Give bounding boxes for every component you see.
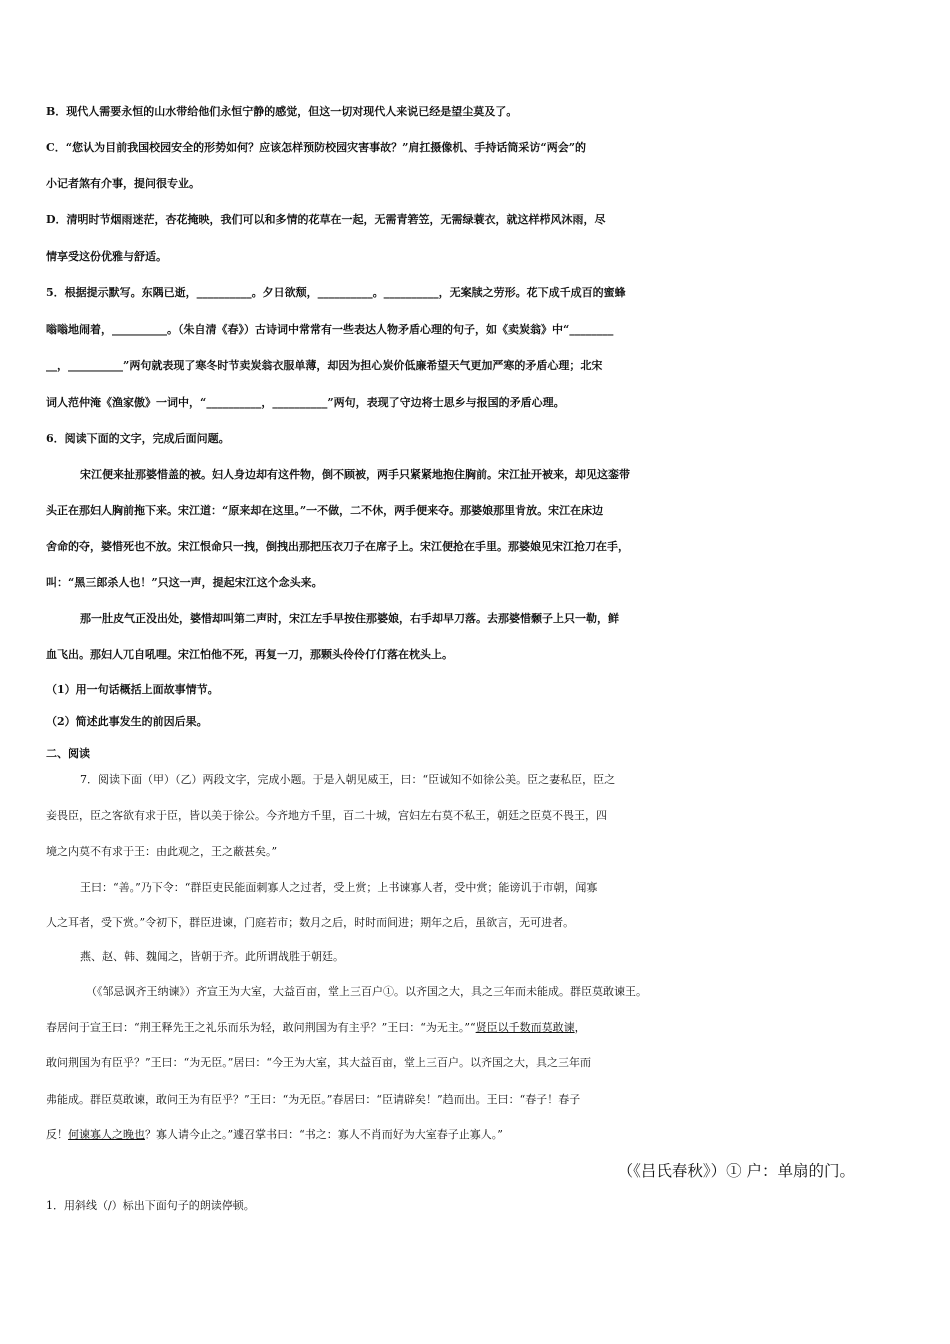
q6-passage-line: 叫：“黑三郎杀人也！”只这一声，提起宋江这个念头来。 [46,576,323,589]
q7-subquestion-1: 1．用斜线（/）标出下面句子的朗读停顿。 [46,1199,255,1212]
q7-text: 反！ [46,1128,68,1141]
q6-passage-line: 那一肚皮气正没出处，婆惜却叫第二声时，宋江左手早按住那婆娘，右手却早刀落。去那婆惜颡子上只一勒，鲜 [80,612,619,625]
q7-text: ？寡人请今止之。”遽召掌书曰：“书之：寡人不肖而好为大室春子止寡人。” [145,1128,503,1141]
q7-line: 敢问荆国为有臣乎？”王曰：“为无臣。”居曰：“今王为大室，其大益百亩，堂上三百户。以齐国之大，具之三年而 [46,1056,591,1069]
q4-option-b: B．现代人需要永恒的山水带给他们永恒宁静的感觉，但这一切对现代人来说已经是望尘莫及了。 [46,105,518,118]
q4-option-c: C．“您认为目前我国校园安全的形势如何？应该怎样预防校园灾害事故？”肩扛摄像机、手持话筒采访“两会”的 [46,141,587,154]
q7-line: 王曰：“善。”乃下令：“群臣吏民能面刺寡人之过者，受上赏；上书谏寡人者，受中赏；能谤讥于市朝，闻寡 [80,881,598,894]
q5-line: __，__________”两句就表现了寒冬时节卖炭翁衣服单薄，却因为担心炭价低廉希望天气更加严寒的矛盾心理；北宋 [46,359,603,372]
q7-text: ， [574,1021,586,1034]
q6-passage-line: 血飞出。那妇人兀自吼哩。宋江怕他不死，再复一刀，那颗头伶伶仃仃落在枕头上。 [46,648,453,661]
q5-line: 词人范仲淹《渔家傲》一词中，“__________，__________”两句，表现了守边将士思乡与报国的矛盾心理。 [46,396,565,409]
q4-option-d: D．清明时节烟雨迷茫，杏花掩映，我们可以和多情的花草在一起，无需青箬笠，无需绿蓑衣，就这样栉风沐雨，尽 [46,213,606,226]
q6-passage-line: 头正在那妇人胸前拖下来。宋江道：“原来却在这里。”一不做，二不休，两手便来夺。那婆娘那里肯放。宋江在床边 [46,504,604,517]
q5-line: 嗡嗡地闹着，__________。（朱自清《春》）古诗词中常常有一些表达人物矛盾心理的句子，如《卖炭翁》中“________ [46,323,614,336]
section-heading: 二、阅读 [46,747,90,760]
q7-line [46,1017,906,1039]
q7-line: 人之耳者，受下赏。”令初下，群臣进谏，门庭若市；数月之后，时时而间进；期年之后，虽欲言，无可进者。 [46,916,575,929]
q7-line: 7．阅读下面（甲）（乙）两段文字，完成小题。于是入朝见威王，曰：“臣诚知不如徐公美。臣之妻私臣，臣之 [80,773,616,786]
q6-title: 6．阅读下面的文字，完成后面问题。 [46,432,230,445]
q4-option-d-cont: 情享受这份优雅与舒适。 [46,250,167,263]
q7-text: 春居问于宣王曰：“荆王释先王之礼乐而乐为轻，敢问荆国为有主乎？”王曰：“为无主。”“ [46,1021,476,1034]
q6-subquestion-1: （1）用一句话概括上面故事情节。 [46,683,219,696]
q4-option-c-cont: 小记者煞有介事，提问很专业。 [46,177,200,190]
q7-line: 妾畏臣，臣之客欲有求于臣，皆以美于徐公。今齐地方千里，百二十城，宫妇左右莫不私王，朝廷之臣莫不畏王，四 [46,809,607,822]
q6-subquestion-2: （2）简述此事发生的前因后果。 [46,715,208,728]
q7-line [46,1124,906,1146]
q7-line: 燕、赵、韩、魏闻之，皆朝于齐。此所谓战胜于朝廷。 [80,950,344,963]
q5-line: 5．根据提示默写。东隅已逝，__________。夕日欲颓，__________。__________，无案牍之劳形。花下成千成百的蜜蜂 [46,286,626,299]
q7-line: 境之内莫不有求于王：由此观之，王之蔽甚矣。” [46,845,278,858]
q6-passage-line: 宋江便来扯那婆惜盖的被。妇人身边却有这件物，倒不顾被，两手只紧紧地抱住胸前。宋江扯开被来，却见这銮带 [80,468,630,481]
q7-underlined-sentence: 贤臣以千数而莫敢谏 [475,1021,575,1034]
q7-line: （《邹忌讽齐王纳谏》）齐宣王为大室，大益百亩，堂上三百户①。以齐国之大，具之三年而未能成。群臣莫敢谏王。 [86,985,647,998]
q7-source-note: （《吕氏春秋》）① 户：单扇的门。 [617,1162,855,1180]
q6-passage-line: 舍命的夺，婆惜死也不放。宋江恨命只一拽，倒拽出那把压衣刀子在席子上。宋江便抢在手里。那婆娘见宋江抢刀在手， [46,540,629,553]
q7-underlined-sentence: 何谏寡人之晚也 [68,1128,145,1141]
q7-line: 弗能成。群臣莫敢谏，敢问王为有臣乎？”王曰：“为无臣。”春居曰：“臣请辟矣！”趋而出。王曰：“春子！春子 [46,1093,581,1106]
